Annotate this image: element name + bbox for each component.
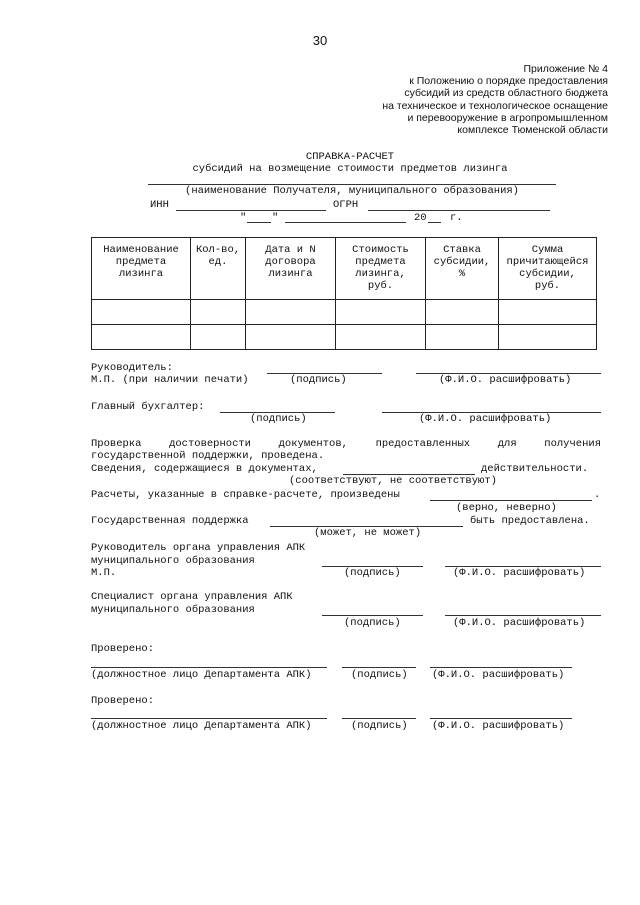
annex-line-2: к Положению о порядке предоставления [409,75,608,88]
apk-head-fio-caption: (Ф.И.О. расшифровать) [453,567,586,579]
calc-caption: (верно, неверно) [456,502,557,514]
column-header: Дата и N договора лизинга [246,238,336,300]
date-year-prefix: 20 [414,212,427,224]
table-cell[interactable] [426,300,499,325]
verified-fio-line-1[interactable] [430,667,572,668]
column-header: Сумма причитающейся субсидии, руб. [499,238,597,300]
annex-header [382,63,608,136]
inn-label: ИНН [150,199,169,211]
calc-field[interactable] [430,500,592,501]
table-row [92,300,597,325]
table-cell[interactable] [426,325,499,350]
support-caption: (может, не может) [314,527,422,539]
info-suffix: действительности. [481,463,589,475]
date-quote-open: " [240,212,247,224]
head-label: Руководитель: [91,362,173,374]
verified-signature-caption-1: (подпись) [351,669,408,681]
apk-specialist-fio-caption: (Ф.И.О. расшифровать) [453,617,586,629]
recipient-caption: (наименование Получателя, муниципального образования) [185,185,519,197]
date-year-field[interactable] [428,222,441,223]
verified-signature-caption-2: (подпись) [351,720,408,732]
table-cell[interactable] [92,325,191,350]
table-cell[interactable] [191,300,246,325]
support-prefix: Государственная поддержка [91,515,249,527]
inn-field[interactable] [176,210,326,211]
apk-specialist-signature-caption: (подпись) [344,617,401,629]
chief-fio-caption: (Ф.И.О. расшифровать) [419,413,552,425]
ogrn-label: ОГРН [333,199,359,211]
table-cell[interactable] [92,300,191,325]
verified-official-line-1[interactable] [91,667,327,668]
verification-line-1: Проверка достоверности документов, предоставленных для получения [91,438,601,450]
verified-official-caption-1: (должностное лицо Департамента АПК) [91,669,312,681]
annex-line-5: и перевооружение в агропромышленном [407,111,608,124]
verified-signature-line-2[interactable] [342,718,416,719]
ogrn-field[interactable] [368,210,550,211]
verified-fio-line-2[interactable] [430,718,572,719]
head-signature-caption: (подпись) [290,374,347,386]
table-cell[interactable] [191,325,246,350]
apk-specialist-line-2: муниципального образования [91,604,255,616]
table-cell[interactable] [246,300,336,325]
leasing-table [91,237,597,350]
chief-signature-caption: (подпись) [250,413,307,425]
verified-official-line-2[interactable] [91,718,327,719]
info-caption: (соответствуют, не соответствуют) [289,475,497,487]
apk-specialist-line-1: Специалист органа управления АПК [91,591,293,603]
table-cell[interactable] [499,300,597,325]
apk-specialist-signature-line[interactable] [322,615,423,616]
annex-line-4: на техническое и технологическое оснащение [382,99,608,112]
date-quote-close: " [272,212,279,224]
apk-head-line-1: Руководитель органа управления АПК [91,542,306,554]
form-subtitle: субсидий на возмещение стоимости предметов лизинга [192,163,508,175]
date-day-field[interactable] [247,222,271,223]
head-fio-caption: (Ф.И.О. расшифровать) [439,374,572,386]
table-cell[interactable] [246,325,336,350]
apk-mp-label: М.П. [91,567,117,579]
column-header: Кол-во, ед. [191,238,246,300]
apk-head-line-2: муниципального образования [91,555,255,567]
verified-official-caption-2: (должностное лицо Департамента АПК) [91,720,312,732]
table-cell[interactable] [499,325,597,350]
table-row [92,325,597,350]
annex-line-6: комплексе Тюменской области [457,124,608,137]
date-suffix: г. [450,212,463,224]
verified-fio-caption-1: (Ф.И.О. расшифровать) [432,669,565,681]
verified-label-2: Проверено: [91,695,155,707]
column-header: Ставка субсидии, % [426,238,499,300]
calc-suffix: . [594,489,601,501]
apk-specialist-fio-line[interactable] [445,615,601,616]
table-header-row [92,238,597,300]
info-prefix: Сведения, содержащиеся в документах, [91,463,318,475]
column-header: Наименование предмета лизинга [92,238,191,300]
support-suffix: быть предоставлена. [470,515,590,527]
verified-signature-line-1[interactable] [342,667,416,668]
verification-line-2: государственной поддержки, проведена. [91,450,325,462]
verified-fio-caption-2: (Ф.И.О. расшифровать) [432,720,565,732]
form-title: СПРАВКА-РАСЧЕТ [305,151,395,163]
page-number: 30 [312,33,328,48]
apk-head-signature-caption: (подпись) [344,567,401,579]
mp-label: М.П. (при наличии печати) [91,374,249,386]
table-cell[interactable] [336,300,426,325]
chief-accountant-label: Главный бухгалтер: [91,401,205,413]
table-cell[interactable] [336,325,426,350]
calc-prefix: Расчеты, указанные в справке-расчете, произведены [91,489,400,501]
annex-line-3: субсидий из средств областного бюджета [404,87,608,100]
verified-label-1: Проверено: [91,643,155,655]
annex-line-1: Приложение № 4 [523,63,608,75]
column-header: Стоимость предмета лизинга, руб. [336,238,426,300]
date-month-field[interactable] [285,222,406,223]
